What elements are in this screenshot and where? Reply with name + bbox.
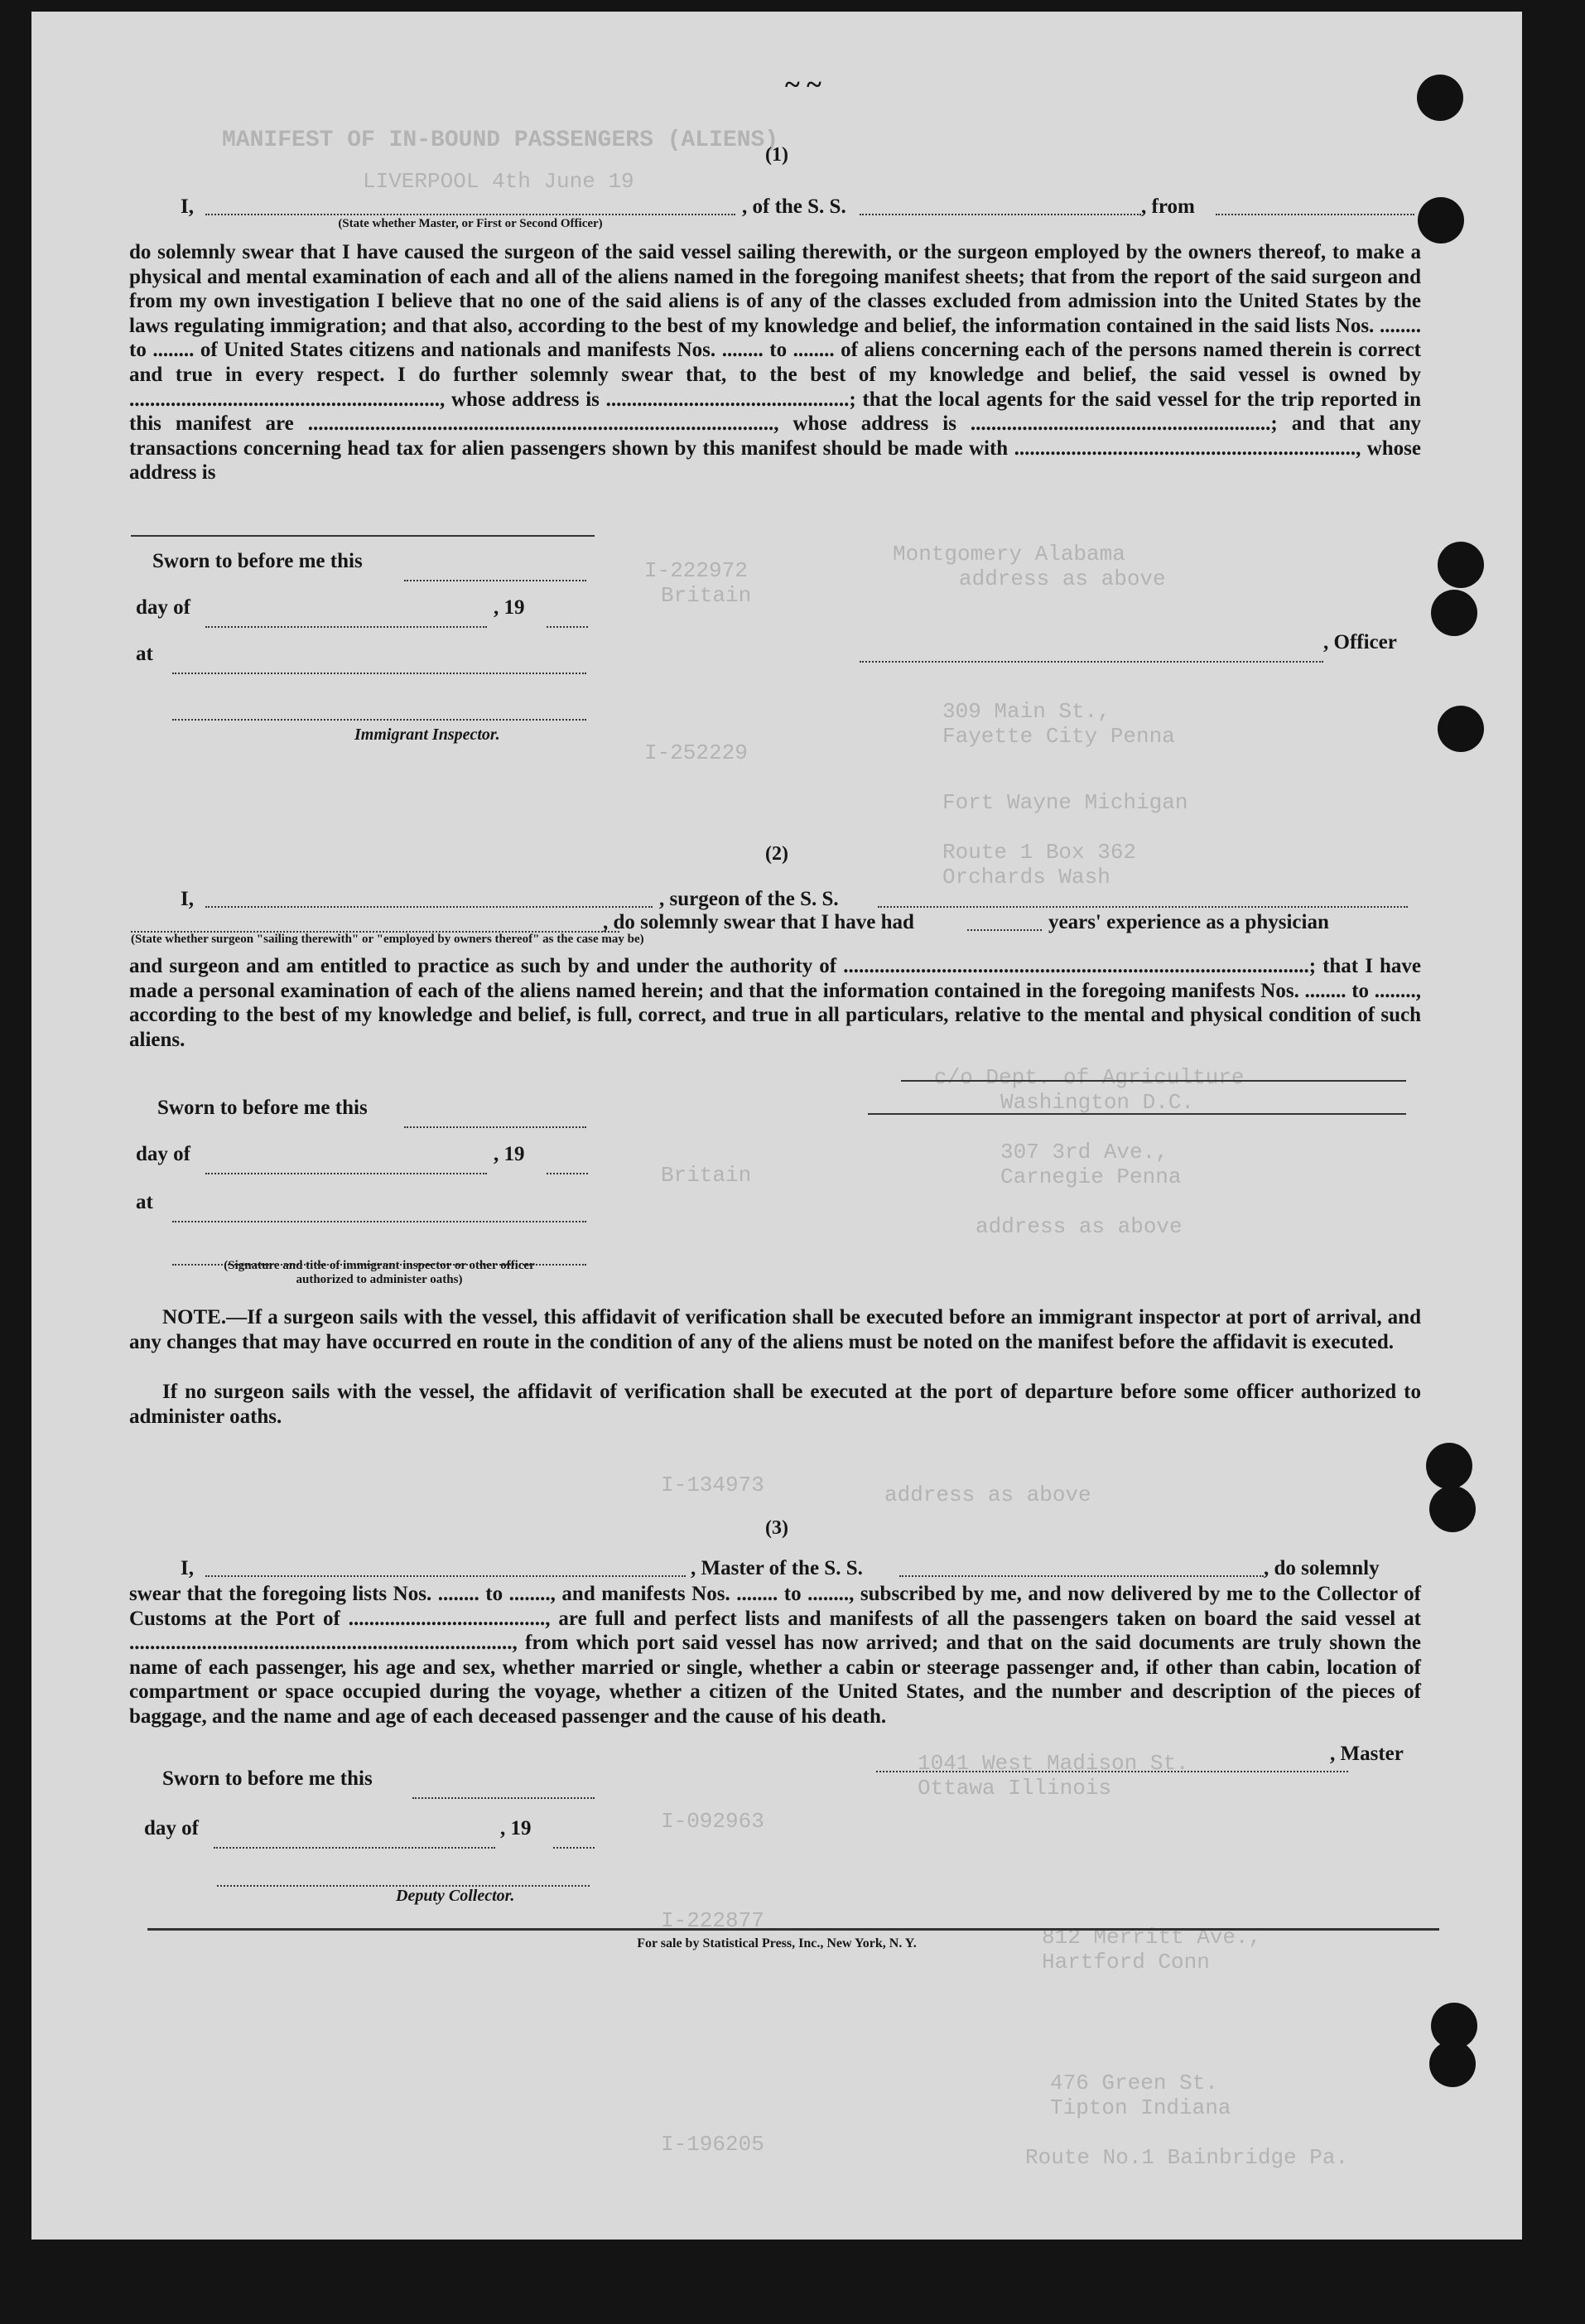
section-2-year-line <box>547 1158 588 1174</box>
bleed-through-9: Fort Wayne Michigan <box>942 790 1188 815</box>
punch-hole-1 <box>1417 75 1463 121</box>
bleed-through-21: Ottawa Illinois <box>918 1776 1112 1801</box>
section-3-collector-line <box>217 1870 590 1887</box>
section-1-caption: (State whether Master, or First or Second Officer) <box>338 217 603 230</box>
section-2-sworn: Sworn to before me this <box>157 1097 368 1119</box>
header-marks: ~ ~ <box>785 70 821 100</box>
section-2-sig-line-2 <box>868 1113 1406 1115</box>
section-2-caption: (State whether surgeon "sailing therewith" or "employed by owners thereof" as the case may be) <box>131 933 644 946</box>
section-1-year: , 19 <box>494 596 525 619</box>
bleed-through-19: address as above <box>884 1483 1091 1507</box>
section-1-officer-line <box>860 646 1323 663</box>
bleed-through-14: 307 3rd Ave., <box>1000 1140 1168 1164</box>
section-1-sworn-line <box>404 565 586 581</box>
section-2-at-line <box>172 1206 586 1222</box>
section-2-sworn-line <box>404 1111 586 1128</box>
bleed-through-15: Carnegie Penna <box>1000 1164 1182 1189</box>
section-2-years-line <box>967 914 1042 931</box>
bleed-through-10: Route 1 Box 362 <box>942 840 1137 865</box>
section-1-sworn: Sworn to before me this <box>152 550 363 572</box>
bleed-through-6: 309 Main St., <box>942 699 1110 724</box>
section-3-collector: Deputy Collector. <box>396 1887 515 1905</box>
bleed-through-20: 1041 West Madison St. <box>918 1751 1189 1776</box>
section-1-rule <box>131 535 595 537</box>
section-1-year-line <box>547 611 588 628</box>
section-2-sig-line-1 <box>901 1080 1406 1082</box>
section-3-ship-line <box>899 1560 1264 1577</box>
bleed-through-2: Montgomery Alabama <box>893 542 1125 567</box>
bleed-through-13: Washington D.C. <box>1000 1090 1195 1115</box>
section-3-master: , Master <box>1330 1743 1404 1765</box>
section-3-master-of: , Master of the S. S. <box>691 1557 863 1579</box>
bleed-through-29: I-196205 <box>661 2132 764 2157</box>
section-3-sworn-line <box>412 1782 595 1799</box>
punch-hole-2 <box>1418 197 1464 243</box>
punch-hole-5 <box>1438 706 1484 752</box>
manifest-page <box>31 12 1522 2240</box>
bleed-through-27: Tipton Indiana <box>1050 2095 1231 2120</box>
footer-printer: For sale by Statistical Press, Inc., New York, N. Y. <box>637 1936 917 1950</box>
section-2-body: and surgeon and am entitled to practice as such by and under the authority of ..........................................................................................; that I have made a personal examination of each of the aliens named herein; and that the information contained in the foregoing manifests Nos. ........ to ........, according to the best of my knowledge and belief, is full, correct, and true in all particulars, relative to the mental and physical condition of such aliens. <box>129 955 1421 1051</box>
section-3-day-of: day of <box>144 1817 199 1839</box>
bleed-through-0: MANIFEST OF IN-BOUND PASSENGERS (ALIENS) <box>222 128 779 153</box>
section-3-year-line <box>553 1832 595 1849</box>
section-1-of-ss: , of the S. S. <box>742 195 846 218</box>
section-3-year: , 19 <box>500 1817 532 1839</box>
punch-hole-4 <box>1431 590 1477 636</box>
bleed-through-5: Britain <box>661 583 752 608</box>
section-3-body: swear that the foregoing lists Nos. ........ to ........, and manifests Nos. ........ to ........, subscribed by me, and now delivered by me to the Collector of Customs at the Port of ......................................, are full and perfect lists and manifests of all the passengers taken on board the said vessel at .........................................................................., from which port said vessel has now arrived; and that on the said documents are truly shown the name of each passenger, his age and sex, whether married or single, whether a cabin or steerage passenger and, if other than cabin, location of compartment or space occupied during the voyage, whether a citizen of the United States, and the number and description of the pieces of baggage, and the name and age of each deceased passenger and the cause of his death. <box>129 1583 1421 1728</box>
bleed-through-3: address as above <box>959 567 1166 591</box>
bleed-through-12: c/o Dept. of Agriculture <box>934 1065 1245 1090</box>
footer-rule <box>147 1928 1439 1931</box>
section-2-day-line <box>205 1158 487 1174</box>
section-1-name-line <box>205 199 735 215</box>
bleed-through-4: I-222972 <box>644 558 748 583</box>
bleed-through-22: I-092963 <box>661 1809 764 1834</box>
bleed-through-17: Britain <box>661 1163 752 1188</box>
bleed-through-28: Route No.1 Bainbridge Pa. <box>1025 2145 1349 2170</box>
section-3-day-line <box>214 1832 495 1849</box>
section-3-sworn: Sworn to before me this <box>162 1767 373 1790</box>
section-1-ship-line <box>860 199 1141 215</box>
section-3-i: I, <box>181 1557 194 1579</box>
section-2-years: years' experience as a physician <box>1048 911 1329 933</box>
section-3-name-line <box>205 1560 686 1577</box>
note-paragraph-2: If no surgeon sails with the vessel, the affidavit of verification shall be executed at the port of departure before some officer authorized to administer oaths. <box>129 1381 1421 1428</box>
section-2-name-line <box>205 891 653 908</box>
note-paragraph-1: NOTE.—If a surgeon sails with the vessel, this affidavit of verification shall be executed before an immigrant inspector at port of arrival, and any changes that may have occurred en route in the condition of any of the aliens must be noted on the manifest before the affidavit is executed. <box>129 1306 1421 1353</box>
punch-hole-7 <box>1429 1486 1476 1532</box>
section-2-swear: , do solemnly swear that I have had <box>603 911 914 933</box>
section-1-from-line <box>1216 199 1414 215</box>
bleed-through-23: 812 Merritt Ave., <box>1042 1925 1262 1950</box>
section-3-master-line <box>876 1756 1348 1772</box>
bleed-through-11: Orchards Wash <box>942 865 1110 890</box>
bleed-through-26: 476 Green St. <box>1050 2071 1218 2095</box>
bleed-through-25: I-222877 <box>661 1908 764 1933</box>
section-2-status-line <box>131 916 619 933</box>
section-2-at: at <box>136 1191 153 1213</box>
section-1-officer: , Officer <box>1323 631 1397 653</box>
section-2-surgeon-of: , surgeon of the S. S. <box>659 888 839 910</box>
section-1-at: at <box>136 643 153 665</box>
section-2-year: , 19 <box>494 1143 525 1165</box>
section-2-ship-line <box>878 891 1408 908</box>
section-3-solemnly: , do solemnly <box>1264 1557 1380 1579</box>
section-1-number: (1) <box>765 144 788 166</box>
bleed-through-7: Fayette City Penna <box>942 724 1175 749</box>
punch-hole-6 <box>1426 1443 1472 1489</box>
section-1-from: , from <box>1141 195 1195 218</box>
section-3-number: (3) <box>765 1517 788 1539</box>
bleed-through-24: Hartford Conn <box>1042 1950 1210 1974</box>
section-1-body: do solemnly swear that I have caused the surgeon of the said vessel sailing therewith, or the surgeon employed by the owners thereof, to make a physical and mental examination of each and all of the aliens named in the foregoing manifest sheets; that from the report of the said surgeon and from my own investigation I believe that no one of the said aliens is of any of the classes excluded from admission into the United States by the laws regulating immigration; and that also, according to the best of my knowledge and belief, the information contained in the said lists Nos. ........ to ........ of United States citizens and nationals and manifests Nos. ........ to ........ of aliens concerning each of the persons named therein is correct and true in every respect. I do further solemnly swear that, to the best of my knowledge and belief, the said vessel is owned by ............................................................, whose address is ...............................................; that the local agents for the said vessel for the trip reported in this manifest are .........................................................................................., whose address is ..........................................................; and that any transactions concerning head tax for alien passengers shown by this manifest should be made with .................................................................., whose address is <box>129 241 1421 485</box>
section-2-day-of: day of <box>136 1143 190 1165</box>
section-2-number: (2) <box>765 843 788 865</box>
bleed-through-18: I-134973 <box>661 1473 764 1497</box>
section-1-inspector: Immigrant Inspector. <box>354 726 500 744</box>
section-2-sig-caption: (Signature and title of immigrant inspector or other officer authorized to administer oaths) <box>224 1259 535 1286</box>
bleed-through-16: address as above <box>976 1214 1183 1239</box>
section-1-i: I, <box>181 195 194 218</box>
section-1-day-line <box>205 611 487 628</box>
section-1-inspector-line <box>172 704 586 721</box>
bleed-through-1: LIVERPOOL 4th June 19 <box>363 169 634 194</box>
section-1-day-of: day of <box>136 596 190 619</box>
punch-hole-3 <box>1438 542 1484 588</box>
bleed-through-8: I-252229 <box>644 740 748 765</box>
section-2-i: I, <box>181 888 194 910</box>
section-1-at-line <box>172 658 586 674</box>
punch-hole-9 <box>1429 2041 1476 2087</box>
